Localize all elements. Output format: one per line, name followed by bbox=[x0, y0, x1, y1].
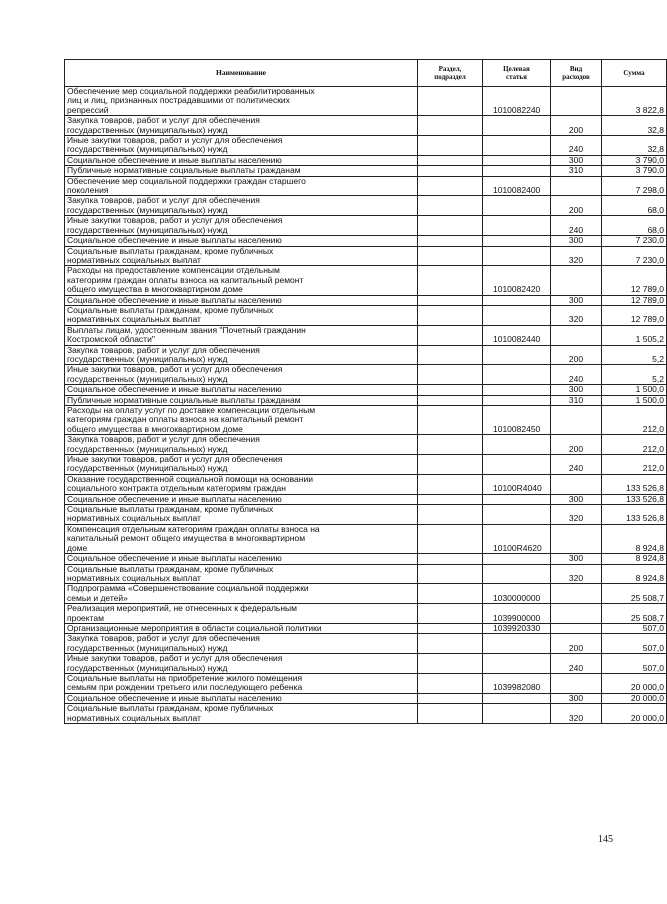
row-expense bbox=[551, 604, 602, 624]
row-sum: 133 526,8 bbox=[602, 505, 667, 525]
table-row bbox=[65, 166, 667, 176]
row-section bbox=[418, 604, 483, 624]
row-sum: 133 526,8 bbox=[602, 494, 667, 504]
row-name: Социальные выплаты гражданам, кроме публичных нормативных социальных выплат bbox=[65, 564, 418, 584]
row-target: 1010082440 bbox=[483, 325, 551, 345]
row-name: Закупка товаров, работ и услуг для обеспечения государственных (муниципальных) нужд bbox=[65, 634, 418, 654]
row-target bbox=[483, 246, 551, 266]
row-section bbox=[418, 166, 483, 176]
row-sum: 68,0 bbox=[602, 196, 667, 216]
row-expense bbox=[551, 524, 602, 553]
table-row bbox=[65, 554, 667, 564]
table-row bbox=[65, 435, 667, 455]
table-row bbox=[65, 236, 667, 246]
row-expense bbox=[551, 584, 602, 604]
row-expense: 300 bbox=[551, 554, 602, 564]
row-section bbox=[418, 87, 483, 116]
row-target: 1010082420 bbox=[483, 266, 551, 295]
table-row bbox=[65, 654, 667, 674]
row-section bbox=[418, 155, 483, 165]
table-row bbox=[65, 564, 667, 584]
row-name: Социальное обеспечение и иные выплаты населению bbox=[65, 693, 418, 703]
row-section bbox=[418, 693, 483, 703]
row-sum: 5,2 bbox=[602, 365, 667, 385]
row-section bbox=[418, 236, 483, 246]
row-section bbox=[418, 654, 483, 674]
row-section bbox=[418, 246, 483, 266]
row-name: Иные закупки товаров, работ и услуг для обеспечения государственных (муниципальных) нужд bbox=[65, 365, 418, 385]
row-name: Иные закупки товаров, работ и услуг для обеспечения государственных (муниципальных) нужд bbox=[65, 455, 418, 475]
row-target bbox=[483, 116, 551, 136]
table-row bbox=[65, 455, 667, 475]
header-name: Наименование bbox=[65, 60, 418, 87]
row-sum: 8 924,8 bbox=[602, 564, 667, 584]
row-expense: 200 bbox=[551, 435, 602, 455]
row-expense: 240 bbox=[551, 455, 602, 475]
row-expense bbox=[551, 406, 602, 435]
table-row bbox=[65, 266, 667, 295]
row-name: Обеспечение мер социальной поддержки реабилитированных лиц и лиц, признанных пострадавшими от политических репрессий bbox=[65, 87, 418, 116]
row-target: 1039920330 bbox=[483, 623, 551, 633]
row-name: Социальные выплаты гражданам, кроме публичных нормативных социальных выплат bbox=[65, 305, 418, 325]
row-name: Обеспечение мер социальной поддержки граждан старшего поколения bbox=[65, 176, 418, 196]
row-sum: 32,8 bbox=[602, 136, 667, 156]
row-expense: 300 bbox=[551, 693, 602, 703]
table-header-row bbox=[65, 60, 667, 87]
row-sum: 25 508,7 bbox=[602, 604, 667, 624]
row-expense: 310 bbox=[551, 395, 602, 405]
row-target bbox=[483, 196, 551, 216]
row-section bbox=[418, 564, 483, 584]
row-target bbox=[483, 494, 551, 504]
row-section bbox=[418, 345, 483, 365]
row-sum: 3 790,0 bbox=[602, 155, 667, 165]
row-sum: 212,0 bbox=[602, 406, 667, 435]
table-row bbox=[65, 246, 667, 266]
row-target: 10100R4620 bbox=[483, 524, 551, 553]
row-name: Публичные нормативные социальные выплаты гражданам bbox=[65, 166, 418, 176]
row-sum: 68,0 bbox=[602, 216, 667, 236]
row-expense bbox=[551, 87, 602, 116]
table-row bbox=[65, 505, 667, 525]
row-section bbox=[418, 435, 483, 455]
row-name: Расходы на оплату услуг по доставке компенсации отдельным категориям граждан оплаты взноса на капитальный ремонт общего имущества в многоквартирном доме bbox=[65, 406, 418, 435]
row-expense: 310 bbox=[551, 166, 602, 176]
row-target: 1010082400 bbox=[483, 176, 551, 196]
table-row bbox=[65, 196, 667, 216]
row-expense: 320 bbox=[551, 505, 602, 525]
table-body bbox=[65, 87, 667, 724]
table-row bbox=[65, 176, 667, 196]
row-section bbox=[418, 216, 483, 236]
row-target: 1010082450 bbox=[483, 406, 551, 435]
row-name: Социальные выплаты на приобретение жилого помещения семьям при рождении третьего или последующего ребенка bbox=[65, 673, 418, 693]
row-section bbox=[418, 136, 483, 156]
table-row bbox=[65, 474, 667, 494]
row-sum: 1 505,2 bbox=[602, 325, 667, 345]
row-name: Социальное обеспечение и иные выплаты населению bbox=[65, 554, 418, 564]
row-sum: 20 000,0 bbox=[602, 693, 667, 703]
header-target: Целевая статья bbox=[483, 60, 551, 87]
row-expense: 320 bbox=[551, 704, 602, 724]
row-target: 10100R4040 bbox=[483, 474, 551, 494]
row-section bbox=[418, 295, 483, 305]
row-target: 1030000000 bbox=[483, 584, 551, 604]
row-sum: 133 526,8 bbox=[602, 474, 667, 494]
row-name: Социальное обеспечение и иные выплаты населению bbox=[65, 155, 418, 165]
row-section bbox=[418, 524, 483, 553]
row-sum: 8 924,8 bbox=[602, 524, 667, 553]
row-expense: 240 bbox=[551, 216, 602, 236]
row-expense: 300 bbox=[551, 494, 602, 504]
row-expense bbox=[551, 266, 602, 295]
budget-table-sheet bbox=[64, 59, 664, 724]
row-section bbox=[418, 494, 483, 504]
row-target bbox=[483, 365, 551, 385]
table-row bbox=[65, 216, 667, 236]
row-target bbox=[483, 693, 551, 703]
table-row bbox=[65, 494, 667, 504]
row-target bbox=[483, 435, 551, 455]
row-section bbox=[418, 395, 483, 405]
row-name: Иные закупки товаров, работ и услуг для обеспечения государственных (муниципальных) нужд bbox=[65, 654, 418, 674]
row-section bbox=[418, 634, 483, 654]
table-row bbox=[65, 345, 667, 365]
row-expense bbox=[551, 325, 602, 345]
row-section bbox=[418, 196, 483, 216]
row-expense: 300 bbox=[551, 295, 602, 305]
table-row bbox=[65, 136, 667, 156]
table-row bbox=[65, 584, 667, 604]
row-sum: 7 298,0 bbox=[602, 176, 667, 196]
row-section bbox=[418, 584, 483, 604]
row-section bbox=[418, 116, 483, 136]
row-target bbox=[483, 136, 551, 156]
table-row bbox=[65, 524, 667, 553]
row-target bbox=[483, 166, 551, 176]
row-expense bbox=[551, 474, 602, 494]
row-sum: 1 500,0 bbox=[602, 395, 667, 405]
row-target bbox=[483, 704, 551, 724]
row-target bbox=[483, 564, 551, 584]
row-name: Организационные мероприятия в области социальной политики bbox=[65, 623, 418, 633]
page-number: 145 bbox=[598, 834, 613, 845]
table-row bbox=[65, 295, 667, 305]
row-target bbox=[483, 236, 551, 246]
table-row bbox=[65, 673, 667, 693]
row-expense: 240 bbox=[551, 654, 602, 674]
table-row bbox=[65, 704, 667, 724]
table-row bbox=[65, 365, 667, 385]
row-name: Публичные нормативные социальные выплаты гражданам bbox=[65, 395, 418, 405]
row-section bbox=[418, 365, 483, 385]
row-target bbox=[483, 305, 551, 325]
table-row bbox=[65, 305, 667, 325]
row-section bbox=[418, 554, 483, 564]
row-name: Социальные выплаты гражданам, кроме публичных нормативных социальных выплат bbox=[65, 704, 418, 724]
row-expense: 300 bbox=[551, 155, 602, 165]
row-expense bbox=[551, 623, 602, 633]
row-name: Закупка товаров, работ и услуг для обеспечения государственных (муниципальных) нужд bbox=[65, 345, 418, 365]
row-expense: 240 bbox=[551, 365, 602, 385]
row-target: 1010082240 bbox=[483, 87, 551, 116]
row-section bbox=[418, 623, 483, 633]
row-name: Реализация мероприятий, не отнесенных к федеральным проектам bbox=[65, 604, 418, 624]
row-section bbox=[418, 305, 483, 325]
row-name: Закупка товаров, работ и услуг для обеспечения государственных (муниципальных) нужд bbox=[65, 116, 418, 136]
row-sum: 507,0 bbox=[602, 634, 667, 654]
row-expense: 200 bbox=[551, 196, 602, 216]
row-target bbox=[483, 155, 551, 165]
table-row bbox=[65, 634, 667, 654]
row-name: Расходы на предоставление компенсации отдельным категориям граждан оплаты взноса на капитальный ремонт общего имущества в многоквартирном доме bbox=[65, 266, 418, 295]
row-name: Подпрограмма «Совершенствование социальной поддержки семьи и детей» bbox=[65, 584, 418, 604]
row-name: Социальные выплаты гражданам, кроме публичных нормативных социальных выплат bbox=[65, 246, 418, 266]
row-sum: 32,8 bbox=[602, 116, 667, 136]
table-row bbox=[65, 325, 667, 345]
row-expense: 240 bbox=[551, 136, 602, 156]
row-sum: 12 789,0 bbox=[602, 295, 667, 305]
row-sum: 5,2 bbox=[602, 345, 667, 365]
row-section bbox=[418, 704, 483, 724]
row-sum: 12 789,0 bbox=[602, 305, 667, 325]
row-sum: 8 924,8 bbox=[602, 554, 667, 564]
row-sum: 3 822,8 bbox=[602, 87, 667, 116]
row-name: Оказание государственной социальной помощи на основании социального контракта отдельным категориям граждан bbox=[65, 474, 418, 494]
row-sum: 507,0 bbox=[602, 623, 667, 633]
row-name: Закупка товаров, работ и услуг для обеспечения государственных (муниципальных) нужд bbox=[65, 196, 418, 216]
table-row bbox=[65, 155, 667, 165]
row-name: Закупка товаров, работ и услуг для обеспечения государственных (муниципальных) нужд bbox=[65, 435, 418, 455]
table-row bbox=[65, 406, 667, 435]
row-section bbox=[418, 325, 483, 345]
budget-table bbox=[64, 59, 667, 724]
table-row bbox=[65, 87, 667, 116]
row-expense: 320 bbox=[551, 246, 602, 266]
row-sum: 12 789,0 bbox=[602, 266, 667, 295]
row-sum: 20 000,0 bbox=[602, 704, 667, 724]
table-row bbox=[65, 604, 667, 624]
row-name: Иные закупки товаров, работ и услуг для обеспечения государственных (муниципальных) нужд bbox=[65, 216, 418, 236]
row-sum: 507,0 bbox=[602, 654, 667, 674]
table-row bbox=[65, 395, 667, 405]
row-expense: 200 bbox=[551, 116, 602, 136]
row-expense: 300 bbox=[551, 236, 602, 246]
row-expense: 320 bbox=[551, 305, 602, 325]
row-target: 1039982080 bbox=[483, 673, 551, 693]
row-sum: 7 230,0 bbox=[602, 236, 667, 246]
row-target bbox=[483, 345, 551, 365]
row-sum: 212,0 bbox=[602, 455, 667, 475]
row-section bbox=[418, 505, 483, 525]
row-target bbox=[483, 505, 551, 525]
row-target bbox=[483, 385, 551, 395]
row-target: 1039900000 bbox=[483, 604, 551, 624]
row-expense bbox=[551, 176, 602, 196]
row-section bbox=[418, 673, 483, 693]
row-target bbox=[483, 455, 551, 475]
header-section: Раздел, подраздел bbox=[418, 60, 483, 87]
row-sum: 20 000,0 bbox=[602, 673, 667, 693]
table-row bbox=[65, 693, 667, 703]
row-target bbox=[483, 634, 551, 654]
row-expense bbox=[551, 673, 602, 693]
row-sum: 212,0 bbox=[602, 435, 667, 455]
row-name: Социальное обеспечение и иные выплаты населению bbox=[65, 494, 418, 504]
row-expense: 300 bbox=[551, 385, 602, 395]
row-sum: 7 230,0 bbox=[602, 246, 667, 266]
row-section bbox=[418, 385, 483, 395]
row-name: Социальное обеспечение и иные выплаты населению bbox=[65, 236, 418, 246]
row-section bbox=[418, 176, 483, 196]
table-row bbox=[65, 385, 667, 395]
row-expense: 200 bbox=[551, 634, 602, 654]
row-name: Компенсация отдельным категориям граждан оплаты взноса на капитальный ремонт общего имущества в многоквартирном доме bbox=[65, 524, 418, 553]
row-sum: 3 790,0 bbox=[602, 166, 667, 176]
row-section bbox=[418, 266, 483, 295]
row-name: Социальное обеспечение и иные выплаты населению bbox=[65, 295, 418, 305]
header-expense: Вид расходов bbox=[551, 60, 602, 87]
row-target bbox=[483, 654, 551, 674]
row-name: Социальное обеспечение и иные выплаты населению bbox=[65, 385, 418, 395]
row-section bbox=[418, 474, 483, 494]
header-sum: Сумма bbox=[602, 60, 667, 87]
table-row bbox=[65, 623, 667, 633]
row-sum: 1 500,0 bbox=[602, 385, 667, 395]
row-target bbox=[483, 554, 551, 564]
row-target bbox=[483, 395, 551, 405]
row-name: Иные закупки товаров, работ и услуг для обеспечения государственных (муниципальных) нужд bbox=[65, 136, 418, 156]
row-section bbox=[418, 406, 483, 435]
row-expense: 200 bbox=[551, 345, 602, 365]
row-target bbox=[483, 295, 551, 305]
row-sum: 25 508,7 bbox=[602, 584, 667, 604]
row-name: Выплаты лицам, удостоенным звания "Почетный гражданин Костромской области" bbox=[65, 325, 418, 345]
row-target bbox=[483, 216, 551, 236]
row-section bbox=[418, 455, 483, 475]
row-name: Социальные выплаты гражданам, кроме публичных нормативных социальных выплат bbox=[65, 505, 418, 525]
table-row bbox=[65, 116, 667, 136]
row-expense: 320 bbox=[551, 564, 602, 584]
